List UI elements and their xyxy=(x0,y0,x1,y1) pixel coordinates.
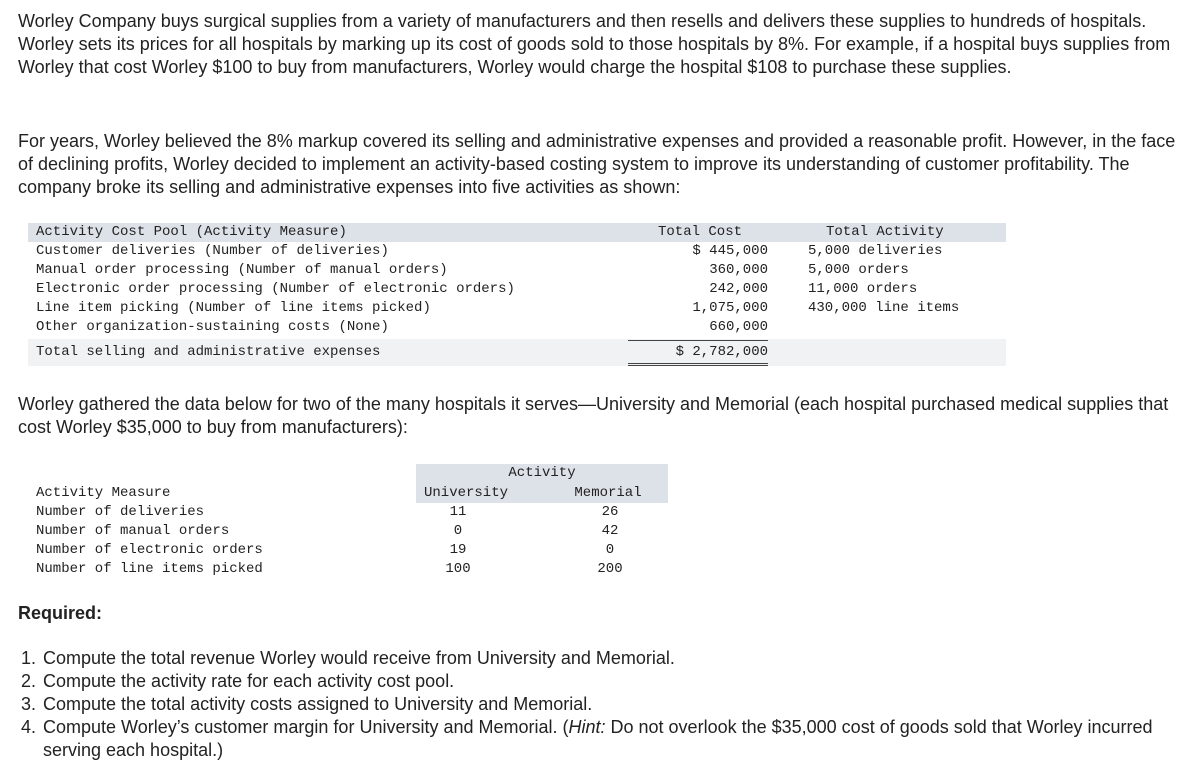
activity-group-header: Activity xyxy=(416,464,668,484)
item-number: 4. xyxy=(21,717,37,737)
intro-paragraph-1: Worley Company buys surgical supplies from a variety of manufacturers and then resells and delivers these supplies to hundreds of hospitals. Worley sets its prices for all hospitals by marking up its cost of goods sold to those hospitals by 8%. For example, if a hospital buys supplies from Worley that cost Worley $100 to buy from manufacturers, Worley would charge the hospital $108 to purchase these supplies. xyxy=(18,11,1171,77)
activity-table-header-row xyxy=(28,484,668,503)
required-list xyxy=(18,647,1194,762)
item-number: 2. xyxy=(21,671,37,691)
header-university: University xyxy=(423,485,508,501)
activity-cost-pool-table xyxy=(28,223,1006,366)
cost-pool-total-activity: 11,000 orders xyxy=(808,281,918,297)
item-number: 1. xyxy=(21,648,37,668)
table-row xyxy=(28,261,1006,280)
cost-pool-name: Line item picking (Number of line items picked) xyxy=(36,300,431,316)
header-memorial: Memorial xyxy=(574,485,642,501)
cost-table-total-row xyxy=(28,339,1006,366)
cost-pool-total-cost: 360,000 xyxy=(709,262,768,278)
item-text: Compute Worley’s customer margin for University and Memorial. ( xyxy=(43,717,569,737)
memorial-value: 0 xyxy=(605,542,615,558)
required-item-2 xyxy=(18,670,1194,693)
cost-pool-name: Customer deliveries (Number of deliveries) xyxy=(36,243,389,259)
university-value: 11 xyxy=(449,504,467,520)
cost-pool-name: Manual order processing (Number of manual orders) xyxy=(36,262,448,278)
activity-measure-name: Number of electronic orders xyxy=(36,542,263,558)
memorial-value: 42 xyxy=(601,523,619,539)
university-value: 0 xyxy=(453,523,463,539)
total-label: Total selling and administrative expenses xyxy=(36,344,381,360)
university-value: 100 xyxy=(445,561,471,577)
activity-group-header-row xyxy=(28,464,668,484)
table-row xyxy=(28,503,668,522)
item-text: Compute the total activity costs assigned to University and Memorial. xyxy=(43,694,593,714)
required-item-4 xyxy=(18,716,1194,762)
table-row xyxy=(28,280,1006,299)
header-activity-measure: Activity Measure xyxy=(36,485,171,501)
intro-paragraph-2: For years, Worley believed the 8% markup covered its selling and administrative expenses and provided a reasonable profit. However, in the face of declining profits, Worley decided to implement an activity-based costing system to improve its understanding of customer profitability. The company broke its selling and administrative expenses into five activities as shown: xyxy=(18,131,1176,197)
header-total-cost: Total Cost xyxy=(657,224,742,240)
activity-measure-name: Number of deliveries xyxy=(36,504,205,520)
activity-measure-name: Number of manual orders xyxy=(36,523,230,539)
hint-text: Do not overlook the $35,000 cost of goods sold that Worley incurred serving each hospital.) xyxy=(43,717,1153,760)
cost-pool-name: Other organization-sustaining costs (None) xyxy=(36,319,389,335)
cost-pool-total-cost: 1,075,000 xyxy=(692,300,768,316)
cost-pool-total-cost: 660,000 xyxy=(709,319,768,335)
table-row xyxy=(28,541,668,560)
header-total-activity: Total Activity xyxy=(826,224,944,240)
cost-pool-total-cost: 242,000 xyxy=(709,281,768,297)
table-row xyxy=(28,299,1006,318)
table-row xyxy=(28,522,668,541)
header-activity-cost-pool: Activity Cost Pool (Activity Measure) xyxy=(36,224,347,240)
cost-table-header-row xyxy=(28,223,1006,242)
table-row xyxy=(28,242,1006,261)
item-text: Compute the total revenue Worley would receive from University and Memorial. xyxy=(43,648,675,668)
intro-paragraph-3: Worley gathered the data below for two of the many hospitals it serves—University and Memorial (each hospital purchased medical supplies that cost Worley $35,000 to buy from manufacturers): xyxy=(18,394,1169,437)
cost-pool-total-cost: $ 445,000 xyxy=(692,243,768,259)
table-row xyxy=(28,318,1006,337)
required-item-3 xyxy=(18,693,1194,716)
cost-pool-name: Electronic order processing (Number of electronic orders) xyxy=(36,281,515,297)
memorial-value: 26 xyxy=(601,504,619,520)
required-item-1 xyxy=(18,647,1194,670)
memorial-value: 200 xyxy=(597,561,623,577)
total-cost-value: $ 2,782,000 xyxy=(628,340,768,366)
item-text: Compute the activity rate for each activity cost pool. xyxy=(43,671,455,691)
item-number: 3. xyxy=(21,694,37,714)
hint-label: Hint: xyxy=(568,717,606,737)
activity-measure-name: Number of line items picked xyxy=(36,561,263,577)
cost-pool-total-activity: 5,000 orders xyxy=(808,262,909,278)
hospital-activity-table xyxy=(28,464,668,579)
cost-pool-total-activity: 430,000 line items xyxy=(808,300,960,316)
required-heading: Required: xyxy=(18,603,103,623)
table-row xyxy=(28,560,668,579)
cost-pool-total-activity: 5,000 deliveries xyxy=(808,243,943,259)
university-value: 19 xyxy=(449,542,467,558)
